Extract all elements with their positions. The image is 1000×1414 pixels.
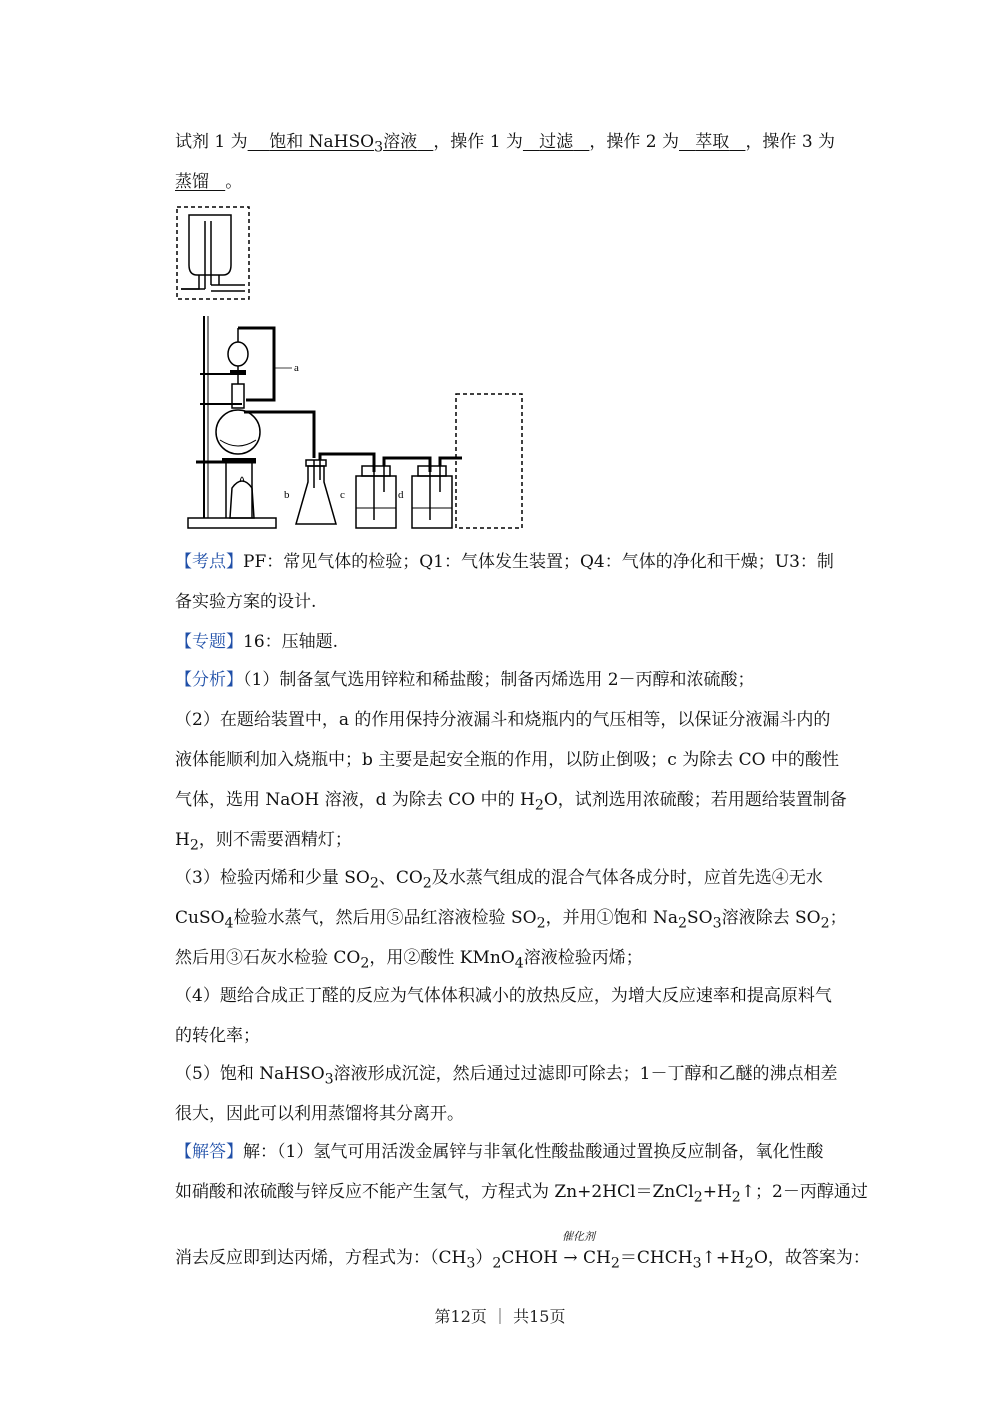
fenxi-line-1: 【分析】（1）制备氢气选用锌粒和稀盐酸；制备丙烯选用 2－丙醇和浓硫酸； <box>175 670 755 690</box>
fenxi-p5-l1: （5）饱和 NaHSO$_3$溶液形成沉淀，然后通过过滤即可除去；1－丁醇和乙醚的沸点相差 <box>175 1064 838 1088</box>
kaodian-line-2: 备实验方案的设计. <box>175 592 317 612</box>
jieda-l2: 如硝酸和浓硫酸与锌反应不能产生氢气，方程式为 $Zn+2HCl=ZnCl_2+H_2↑$；2－丙醇通过 <box>175 1182 868 1206</box>
blank-operation-3: 蒸馏 <box>175 172 209 192</box>
fenxi-p3-l3: 然后用③石灰水检验 $CO_2$，用②酸性 KMnO$_4$溶液检验丙烯； <box>175 948 643 972</box>
fenxi-p2-l2: 液体能顺利加入烧瓶中；b 主要是起安全瓶的作用，以防止倒吸；c 为除去 CO 中的酸性 <box>175 750 839 770</box>
fenxi-p4-l2: 的转化率； <box>175 1026 260 1046</box>
kaodian-line-1: 【考点】PF：常见气体的检验；Q1：气体发生装置；Q4：气体的净化和干燥；U3：制 <box>175 552 834 572</box>
text: ，操作 2 为 <box>589 132 679 152</box>
apparatus-figure <box>180 312 530 534</box>
jieda-l3: 消去反应即到达丙烯，方程式为：$(CH_3)_2CHOH$ → $CH_2=CHCH_3↑+H_2O$，故答案为： <box>175 1248 870 1272</box>
fenxi-p3-l1: （3）检验丙烯和少量 $SO_2$、$CO_2$及水蒸气组成的混合气体各成分时，应首先选④无水 <box>175 868 823 892</box>
blank-reagent-1: 饱和 NaHSO$_3$溶液 <box>269 132 418 156</box>
fenxi-p3-l2: CuSO$_4$检验水蒸气，然后用⑤品红溶液检验 $SO_2$，并用①饱和 $Na_2SO_3$溶液除去 $SO_2$； <box>175 908 847 932</box>
label-c: c <box>340 489 345 501</box>
label-b: b <box>284 489 290 501</box>
fenxi-tag: 【分析】 <box>175 670 243 690</box>
text: 试剂 1 为 <box>175 132 248 152</box>
jieda-tag: 【解答】 <box>175 1142 243 1162</box>
zhuanti-tag: 【专题】 <box>175 632 243 652</box>
label-a: a <box>294 362 299 374</box>
fenxi-p2-l1: （2）在题给装置中，a 的作用保持分液漏斗和烧瓶内的气压相等，以保证分液漏斗内的 <box>175 710 831 730</box>
kaodian-tag: 【考点】 <box>175 552 243 572</box>
answer-line-2: 蒸馏 。 <box>175 172 243 192</box>
fenxi-p2-l3: 气体，选用 NaOH 溶液，d 为除去 CO 中的 $H_2O$，试剂选用浓硫酸；若用题给装置制备 <box>175 790 847 814</box>
catalyst-condition: 催化剂 <box>562 1230 595 1243</box>
fenxi-p2-l4: $H_2$，则不需要酒精灯； <box>175 830 352 854</box>
jieda-l1: 【解答】解：（1）氢气可用活泼金属锌与非氧化性酸盐酸通过置换反应制备，氧化性酸 <box>175 1142 824 1162</box>
text: ，操作 1 为 <box>433 132 523 152</box>
blank-operation-2: 萃取 <box>695 132 730 152</box>
reaction-arrow: → <box>563 1248 578 1268</box>
blank-operation-1: 过滤 <box>539 132 574 152</box>
label-d: d <box>398 489 404 501</box>
page-footer: 第12页 ｜ 共15页 <box>434 1307 566 1326</box>
text: ，操作 3 为 <box>745 132 836 152</box>
gas-collection-bottle-figure <box>175 205 253 303</box>
fenxi-p4-l1: （4）题给合成正丁醛的反应为气体体积减小的放热反应，为增大反应速率和提高原料气 <box>175 986 832 1006</box>
fenxi-p5-l2: 很大，因此可以利用蒸馏将其分离开。 <box>175 1104 464 1124</box>
answer-line-1 <box>175 130 835 159</box>
zhuanti-line: 【专题】16：压轴题. <box>175 632 339 652</box>
